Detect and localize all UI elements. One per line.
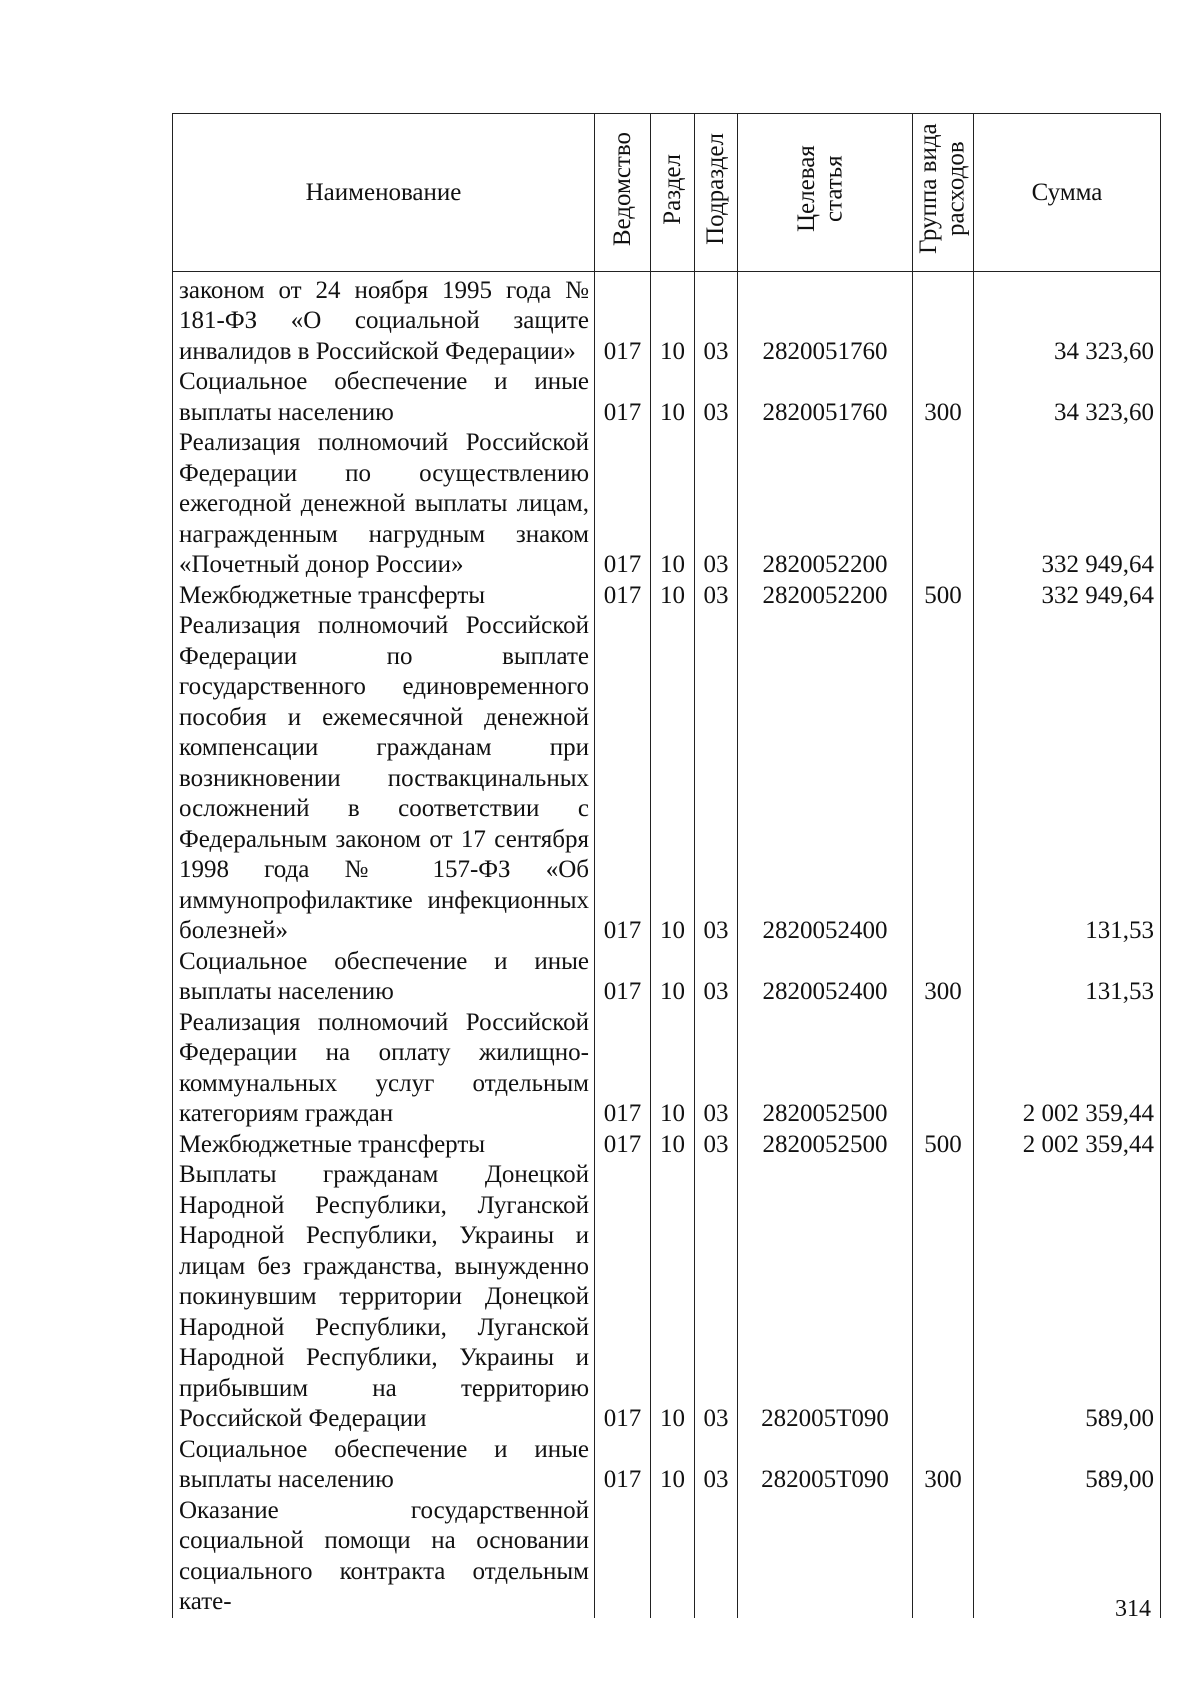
row-gruppa [913,1160,974,1435]
header-podrazdel [695,114,738,272]
row-vedomstvo: 017 [595,1130,651,1161]
table-row [173,581,1161,612]
row-summa: 131,53 [974,947,1161,1008]
row-name: Социальное обеспечение и иные выплаты населению [173,1435,595,1496]
header-podrazdel-text: Подраздел [702,133,730,245]
row-name: Оказание государственной социальной помощи на основании социального контракта отдельным кате- [173,1496,595,1618]
row-name: Реализация полномочий Российской Федерации по осуществлению ежегодной денежной выплаты лицам, награжденным нагрудным знаком «Почетный донор России» [173,428,595,581]
row-razdel: 10 [651,1435,695,1496]
row-name: Социальное обеспечение и иные выплаты населению [173,367,595,428]
row-celevaya: 2820052200 [738,428,913,581]
row-podrazdel: 03 [695,428,738,581]
row-vedomstvo: 017 [595,581,651,612]
page-number: 314 [1115,1596,1151,1622]
row-razdel: 10 [651,611,695,947]
budget-table [172,113,1161,1618]
row-name: Социальное обеспечение и иные выплаты населению [173,947,595,1008]
row-gruppa [913,1008,974,1130]
table-row [173,947,1161,1008]
row-gruppa: 300 [913,947,974,1008]
header-celevaya [738,114,913,272]
row-celevaya: 282005Т090 [738,1160,913,1435]
row-podrazdel: 03 [695,581,738,612]
table-header [173,114,1161,272]
row-vedomstvo: 017 [595,1160,651,1435]
row-razdel: 10 [651,1160,695,1435]
row-gruppa: 500 [913,581,974,612]
header-razdel-text: Раздел [658,153,686,225]
row-vedomstvo: 017 [595,1435,651,1496]
row-podrazdel: 03 [695,1008,738,1130]
row-gruppa [913,1496,974,1618]
table-row [173,367,1161,428]
row-gruppa [913,611,974,947]
row-razdel: 10 [651,271,695,367]
row-razdel: 10 [651,1008,695,1130]
row-name: Межбюджетные трансферты [173,581,595,612]
row-summa: 332 949,64 [974,428,1161,581]
row-summa: 131,53 [974,611,1161,947]
row-celevaya: 282005Т090 [738,1435,913,1496]
row-vedomstvo: 017 [595,367,651,428]
header-summa-text: Сумма [1031,178,1103,206]
row-celevaya: 2820052400 [738,611,913,947]
row-summa: 2 002 359,44 [974,1130,1161,1161]
header-gruppa-text: Группа вида расходов [915,123,970,255]
row-celevaya: 2820051760 [738,271,913,367]
row-name: Реализация полномочий Российской Федерации на оплату жилищно-коммунальных услуг отдельным категориям граждан [173,1008,595,1130]
row-vedomstvo: 017 [595,1008,651,1130]
row-vedomstvo: 017 [595,271,651,367]
header-name [173,114,595,272]
row-gruppa: 300 [913,367,974,428]
header-gruppa [913,114,974,272]
table-row [173,428,1161,581]
header-celevaya-text: Целевая статья [793,145,848,233]
table-row [173,611,1161,947]
header-vedomstvo-text: Ведомство [608,131,636,247]
row-razdel: 10 [651,428,695,581]
row-name: законом от 24 ноября 1995 года № 181-ФЗ «О социальной защите инвалидов в Российской Федерации» [173,271,595,367]
row-name: Реализация полномочий Российской Федерации по выплате государственного единовременного пособия и ежемесячной денежной компенсации гражданам при возникновении поствакцинальных осложнений в соответствии с Федеральным законом от 17 сентября 1998 года № 157-ФЗ «Об иммунопрофилактике инфекционных болезней» [173,611,595,947]
row-celevaya: 2820052500 [738,1130,913,1161]
row-podrazdel: 03 [695,367,738,428]
row-razdel: 10 [651,1130,695,1161]
row-summa: 332 949,64 [974,581,1161,612]
row-summa: 2 002 359,44 [974,1008,1161,1130]
row-vedomstvo: 017 [595,611,651,947]
row-vedomstvo [595,1496,651,1618]
row-podrazdel: 03 [695,1130,738,1161]
row-celevaya: 2820052200 [738,581,913,612]
table-row [173,1496,1161,1618]
table-body [173,271,1161,1618]
row-vedomstvo: 017 [595,428,651,581]
row-celevaya: 2820052400 [738,947,913,1008]
row-gruppa: 500 [913,1130,974,1161]
row-podrazdel: 03 [695,947,738,1008]
row-celevaya: 2820052500 [738,1008,913,1130]
header-name-text: Наименование [305,178,462,206]
row-vedomstvo: 017 [595,947,651,1008]
table-row [173,1008,1161,1130]
row-razdel: 10 [651,581,695,612]
row-name: Межбюджетные трансферты [173,1130,595,1161]
row-summa: 589,00 [974,1160,1161,1435]
row-razdel: 10 [651,367,695,428]
row-gruppa: 300 [913,1435,974,1496]
row-podrazdel: 03 [695,1435,738,1496]
row-gruppa [913,428,974,581]
row-razdel [651,1496,695,1618]
row-podrazdel: 03 [695,271,738,367]
table-row [173,1160,1161,1435]
row-podrazdel: 03 [695,1160,738,1435]
table-row [173,1130,1161,1161]
row-summa: 34 323,60 [974,271,1161,367]
row-celevaya: 2820051760 [738,367,913,428]
row-gruppa [913,271,974,367]
row-name: Выплаты гражданам Донецкой Народной Республики, Луганской Народной Республики, Украины и лицам без гражданства, вынужденно покинувшим территории Донецкой Народной Республики, Луганской Народной Республики, Украины и прибывшим на территорию Российской Федерации [173,1160,595,1435]
header-vedomstvo [595,114,651,272]
row-summa: 34 323,60 [974,367,1161,428]
row-razdel: 10 [651,947,695,1008]
header-summa [974,114,1161,272]
row-summa: 589,00 [974,1435,1161,1496]
row-podrazdel [695,1496,738,1618]
row-podrazdel: 03 [695,611,738,947]
table-row [173,1435,1161,1496]
row-celevaya [738,1496,913,1618]
table-row [173,271,1161,367]
header-razdel [651,114,695,272]
